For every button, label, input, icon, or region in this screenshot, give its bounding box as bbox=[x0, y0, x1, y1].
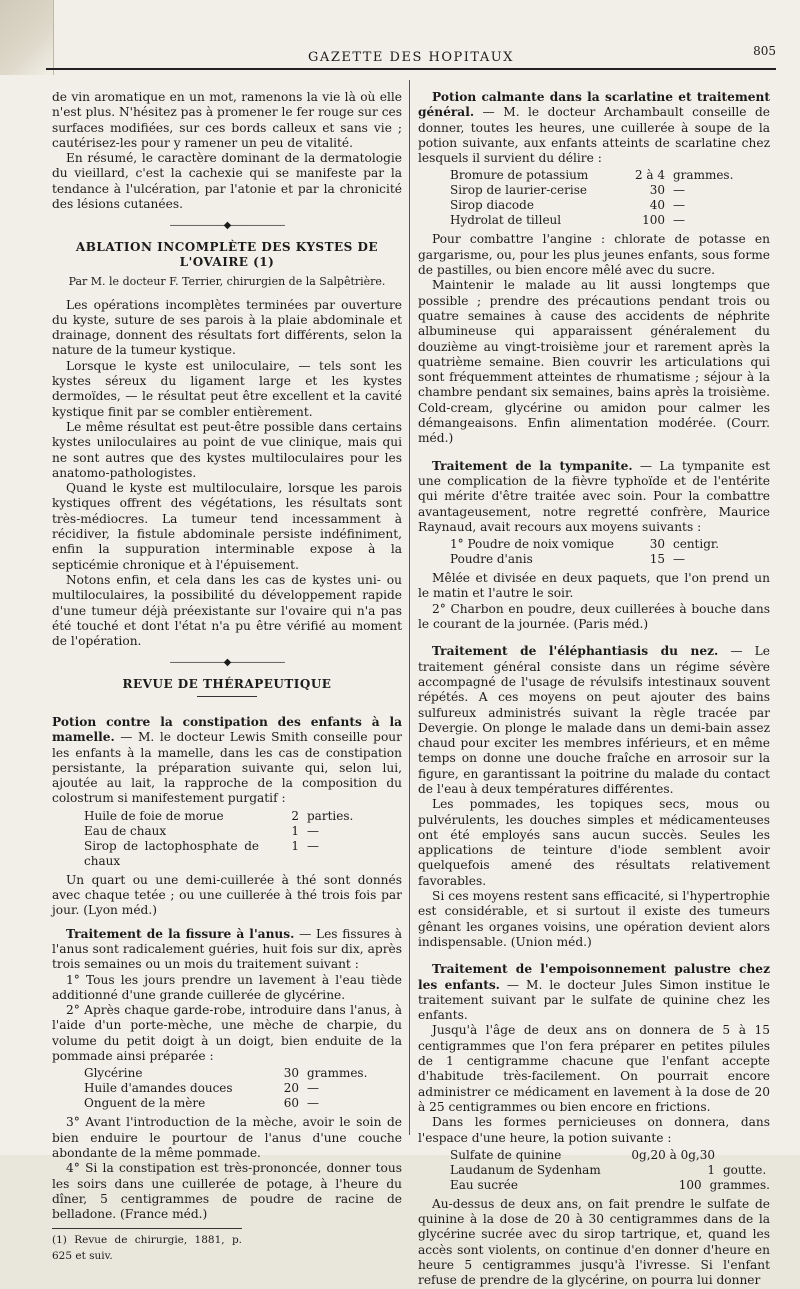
item-paragraph bbox=[418, 644, 770, 797]
paragraph: 2° Charbon en poudre, deux cuillerées à bouche dans le courant de la journée. (Paris méd.) bbox=[418, 601, 770, 632]
paragraph: Les pommades, les topiques secs, mous ou pulvérulents, les douches simples et médicamenteuses ont été employés sans aucun succès. Seules les applications de teinture d'iode semblent avoir quelquefois amené des résultats relativement favorables. bbox=[418, 797, 770, 888]
item-text: — M. le docteur Lewis Smith conseille pour les enfants à la mamelle, dans les cas de constipation persistante, la préparation suivante qui, selon lui, ajoutée au lait, la rapproche de la composition du colostrum si manifestement purgatif : bbox=[52, 730, 402, 806]
section-heading: REVUE DE THÉRAPEUTIQUE bbox=[122, 676, 332, 691]
paragraph: Mêlée et divisée en deux paquets, que l'on prend un le matin et l'autre le soir. bbox=[418, 571, 770, 601]
item-title: Traitement de l'empoisonnement palustre chez les enfants. bbox=[418, 962, 770, 992]
paragraph: Les opérations incomplètes terminées par ouverture du kyste, suture de ses parois à la plaie abdominale et drainage, donnent des résultats fort différents, selon la nature de la tumeur kystique. bbox=[52, 297, 402, 358]
recipe-row: Huile d'amandes douces 20 — bbox=[84, 1081, 319, 1096]
item-title: Potion contre la constipation des enfants à la mamelle. bbox=[52, 714, 402, 745]
recipe-row: Eau de chaux 1 — bbox=[84, 823, 319, 838]
paragraph: de vin aromatique en un mot, ramenons la vie là où elle n'est plus. N'hésitez pas à promener le fer rouge sur ces surfaces modifiées, sur ces bords calleux et sans vie ; cautérisez-les pour y ramener un peu de vitalité. bbox=[52, 90, 402, 150]
right-column bbox=[418, 90, 770, 1289]
item-text: — M. le docteur Jules Simon institue le traitement suivant par le sulfate de quinine chez les enfants. bbox=[418, 977, 770, 1023]
recipe-row: Bromure de potassium 2 à 4 grammes. bbox=[450, 168, 734, 183]
item-paragraph bbox=[418, 459, 770, 535]
separator: ——————◆—————— bbox=[169, 657, 285, 669]
item-text: — La tympanite est une complication de la fièvre typhoïde et de l'entérite qui mérite d'être traitée avec soin. Pour la combattre avantageusement, notre regretté confrère, Maurice Raynaud, avait recours aux moyens suivants : bbox=[418, 458, 770, 534]
left-column bbox=[52, 90, 402, 1264]
paragraph: Maintenir le malade au lit aussi longtemps que possible ; prendre des précautions pendant trois ou quatre semaines à cause des accidents de néphrite albumineuse qui apparaissent généralement du douzième au vingt-troisième jour et rarement après la quatrième semaine. Bien couvrir les articulations qui sont fréquemment atteintes de rhumatisme ; séjour à la chambre pendant six semaines, bains après la troisième. Cold-cream, glycérine ou amidon pour calmer les démangeaisons. Enfin alimentation modérée. (Courr. méd.) bbox=[418, 278, 770, 446]
item-paragraph bbox=[52, 927, 402, 973]
item-paragraph bbox=[418, 962, 770, 1023]
paragraph: Pour combattre l'angine : chlorate de potasse en gargarisme, ou, pour les plus jeunes enfants, sous forme de pastilles, ou bien encore mêlé avec du sucre. bbox=[418, 232, 770, 278]
page-header bbox=[46, 40, 776, 70]
recipe-row: Sirop de laurier-cerise 30 — bbox=[450, 183, 685, 198]
recipe-row: Sirop de lactophosphate de chaux 1 — bbox=[84, 838, 319, 868]
recipe-row: Glycérine 30 grammes. bbox=[84, 1066, 368, 1081]
item-title: Traitement de la fissure à l'anus. bbox=[66, 926, 295, 941]
recipe bbox=[418, 1148, 770, 1193]
recipe-row: Laudanum de Sydenham 1 goutte. bbox=[450, 1162, 767, 1177]
paragraph: Le même résultat est peut-être possible dans certains kystes uniloculaires au point de vue clinique, mais qui ne sont autres que des kystes multiloculaires pour les anatomo-pathologistes. bbox=[52, 419, 402, 480]
recipe bbox=[418, 168, 770, 228]
recipe-row: Hydrolat de tilleul 100 — bbox=[450, 213, 685, 228]
paragraph: Au-dessus de deux ans, on fait prendre le sulfate de quinine à la dose de 20 à 30 centigrammes dans de la glycérine sucrée avec du sirop tartrique, et, quand les accès sont violents, on continue d'en donner d'heure en heure 5 centigrammes jusqu'à l'ivresse. Si l'enfant refuse de prendre de la glycérine, on pourra lui donner bbox=[418, 1196, 770, 1288]
paragraph: 4° Si la constipation est très-prononcée, donner tous les soirs dans une cuillerée de potage, à l'heure du dîner, 5 centigrammes de poudre de racine de belladone. (France méd.) bbox=[52, 1161, 402, 1222]
item-text: — M. le docteur Archambault conseille de donner, toutes les heures, une cuillerée à soupe de la potion suivante, aux enfants atteints de scarlatine chez lesquels il survient du délire : bbox=[418, 105, 770, 166]
recipe-row: Sirop diacode 40 — bbox=[450, 198, 685, 213]
paragraph: Lorsque le kyste est uniloculaire, — tels sont les kystes séreux du ligament large et les kystes dermoïdes, — le résultat peut être excellent et la cavité kystique finit par se combler entièrement. bbox=[52, 358, 402, 419]
paragraph: Notons enfin, et cela dans les cas de kystes uni- ou multiloculaires, la possibilité du développement rapide d'une tumeur déjà préexistante sur l'ovaire qui n'a pas été touché et dont l'état n'a pu être vérifié au moment de l'opération. bbox=[52, 572, 402, 649]
recipe bbox=[52, 809, 402, 869]
paragraph: En résumé, le caractère dominant de la dermatologie du vieillard, c'est la cachexie qui se manifeste par la tendance à l'ulcération, par l'atonie et par la chronicité des lésions cutanées. bbox=[52, 151, 402, 212]
paragraph: 1° Tous les jours prendre un lavement à l'eau tiède additionné d'une grande cuillerée de glycérine. bbox=[52, 972, 402, 1002]
recipe bbox=[418, 537, 770, 567]
recipe-row: Sulfate de quinine 0g,20 à 0g,30 bbox=[450, 1147, 715, 1162]
paragraph: Jusqu'à l'âge de deux ans on donnera de 5 à 15 centigrammes que l'on fera préparer en petites pilules de 1 centigramme chacune que l'enfant accepte d'habitude très-facilement. On pourrait encore administrer ce médicament en lavement à la dose de 20 à 25 centigrammes ou bien encore en frictions. bbox=[418, 1023, 770, 1114]
recipe bbox=[52, 1066, 402, 1111]
item-title: Traitement de l'éléphantiasis du nez. bbox=[432, 644, 719, 659]
paragraph: 3° Avant l'introduction de la mèche, avoir le soin de bien enduire le pourtour de l'anus d'une couche abondante de la même pommade. bbox=[52, 1115, 402, 1160]
article-heading: ABLATION INCOMPLÈTE DES KYSTES DE L'OVAIRE (1) bbox=[75, 239, 379, 269]
paragraph: Un quart ou une demi-cuillerée à thé sont donnés avec chaque tetée ; ou une cuillerée à thé trois fois par jour. (Lyon méd.) bbox=[52, 872, 402, 918]
recipe-row: Onguent de la mère 60 — bbox=[84, 1096, 319, 1111]
paragraph: Quand le kyste est multiloculaire, lorsque les parois kystiques offrent des végétations, les résultats sont très-médiocres. La tumeur tend incessamment à récidiver, la fistule abdominale persiste indéfiniment, enfin la suppuration interminable expose à la septicémie chronique et à l'épuisement. bbox=[52, 481, 402, 572]
short-rule bbox=[197, 696, 257, 697]
item-paragraph bbox=[418, 90, 770, 166]
recipe-row: Poudre d'anis 15 — bbox=[450, 552, 685, 567]
byline: Par M. le docteur F. Terrier, chirurgien de la Salpêtrière. bbox=[68, 275, 386, 289]
recipe-row: 1° Poudre de noix vomique 30 centigr. bbox=[450, 537, 720, 552]
item-paragraph bbox=[52, 715, 402, 807]
paragraph: Si ces moyens restent sans efficacité, si l'hypertrophie est considérable, et si surtout il existe des tumeurs gênant les organes voisins, une opération devient alors indispensable. (Union méd.) bbox=[418, 889, 770, 949]
recipe-row: Eau sucrée 100 grammes. bbox=[450, 1177, 770, 1192]
item-text: — Le traitement général consiste dans un régime sévère accompagné de l'usage de révulsifs intestinaux souvent répétés. A ces moyens on peut ajouter des bains sulfureux administrés suivant la règle tracée par Devergie. On plonge le malade dans un demi-bain assez chaud pour exciter les membres inférieurs, et en même temps on donne une douche fraîche en arrosoir sur la figure, en garantissant la poitrine du malade du contact de l'eau à deux températures différentes. bbox=[418, 644, 770, 796]
footnote: (1) Revue de chirurgie, 1881, p. 625 et suiv. bbox=[52, 1228, 242, 1264]
item-text: — Les fissures à l'anus sont radicalement guéries, huit fois sur dix, après trois semaines ou un mois du traitement suivant : bbox=[52, 926, 402, 972]
paragraph: Dans les formes pernicieuses on donnera, dans l'espace d'une heure, la potion suivante : bbox=[418, 1115, 770, 1145]
journal-title: GAZETTE DES HOPITAUX bbox=[308, 50, 514, 65]
item-title: Potion calmante dans la scarlatine et traitement général. bbox=[418, 90, 770, 120]
column-divider bbox=[409, 80, 410, 1135]
paragraph: 2° Après chaque garde-robe, introduire dans l'anus, à l'aide d'un porte-mèche, une mèche de charpie, du volume du petit doigt à un doigt, bien enduite de la pommade ainsi préparée : bbox=[52, 1003, 402, 1064]
separator: ——————◆—————— bbox=[169, 220, 285, 232]
recipe-row: Huile de foie de morue 2 parties. bbox=[84, 808, 354, 823]
page-number: 805 bbox=[753, 44, 776, 58]
item-title: Traitement de la tympanite. bbox=[432, 458, 633, 473]
